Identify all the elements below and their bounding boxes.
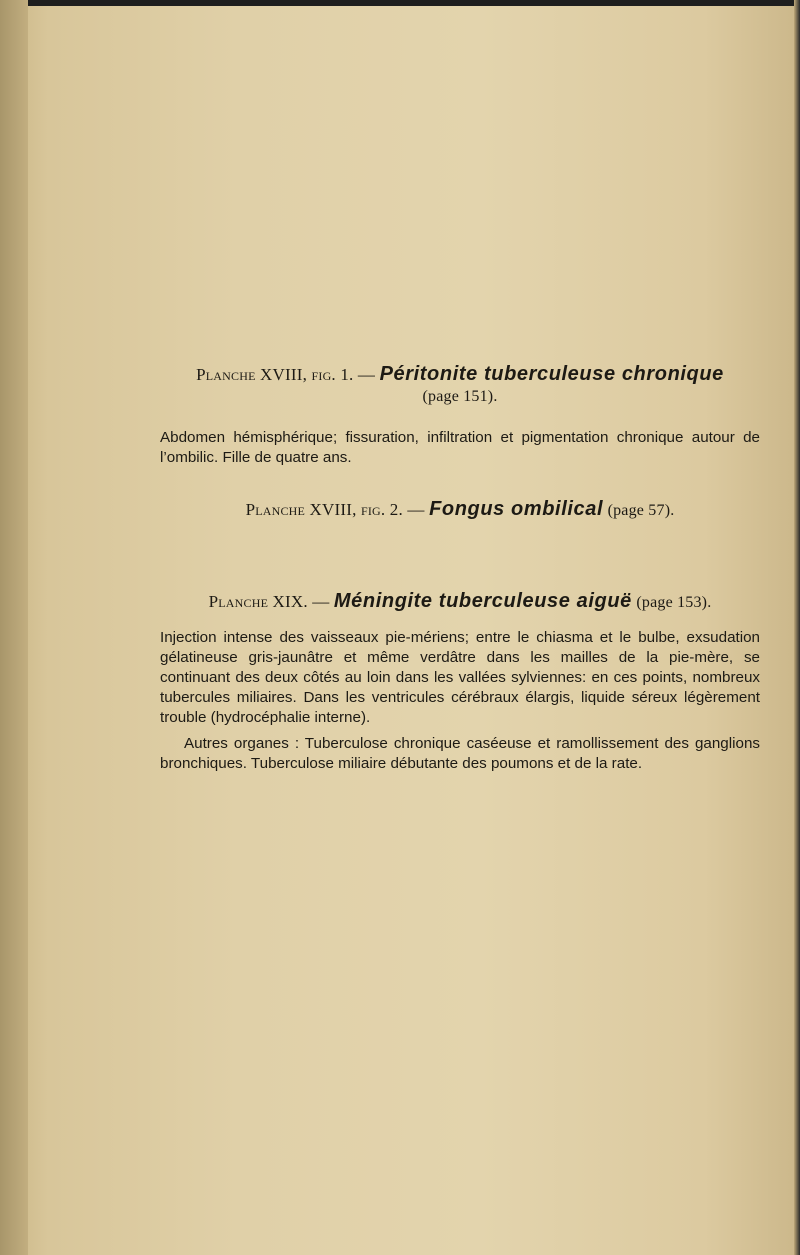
- page-binding-shadow: [0, 0, 28, 1255]
- heading-planche-18-fig-1: [160, 363, 760, 386]
- section-planche-18-fig-1: [160, 363, 760, 468]
- page-top-edge: [0, 0, 800, 6]
- planche-title: Méningite tuberculeuse aiguë: [333, 590, 632, 612]
- planche-page-ref: (page 57).: [607, 502, 675, 519]
- planche-label: Planche XIX. —: [208, 592, 330, 611]
- section-planche-19: [160, 590, 760, 774]
- planche-description: Injection intense des vaisseaux pie-mériens; entre le chiasma et le bulbe, exsudation gélatineuse gris-jaunâtre et même verdâtre dans les mailles de la pie-mère, se continuant des deux côtés au loin dans les vallées sylviennes: en ces points, nombreux tubercules miliaires. Dans les ventricules cérébraux élargis, liquide séreux légèrement trouble (hydrocéphalie interne).: [160, 629, 760, 726]
- planche-title: Péritonite tuberculeuse chronique: [379, 363, 724, 385]
- planche-label: Planche XVIII, fig. 1. —: [196, 365, 376, 384]
- planche-other-organs: Autres organes : Tuberculose chronique caséeuse et ramollissement des ganglions bronchiques. Tuberculose miliaire débutante des poumons et de la rate.: [160, 735, 760, 772]
- heading-planche-18-fig-2: [160, 498, 760, 522]
- section-planche-18-fig-2: [160, 498, 760, 522]
- page-right-edge: [794, 0, 800, 1255]
- planche-page-ref: (page 153).: [636, 594, 712, 611]
- planche-label: Planche XVIII, fig. 2. —: [245, 500, 425, 519]
- heading-planche-19: [160, 590, 760, 614]
- planche-description: Abdomen hémisphérique; fissuration, infiltration et pigmentation chronique autour de l’ombilic. Fille de quatre ans.: [160, 429, 760, 466]
- planche-page-ref: (page 151).: [422, 388, 498, 405]
- planche-title: Fongus ombilical: [429, 498, 604, 520]
